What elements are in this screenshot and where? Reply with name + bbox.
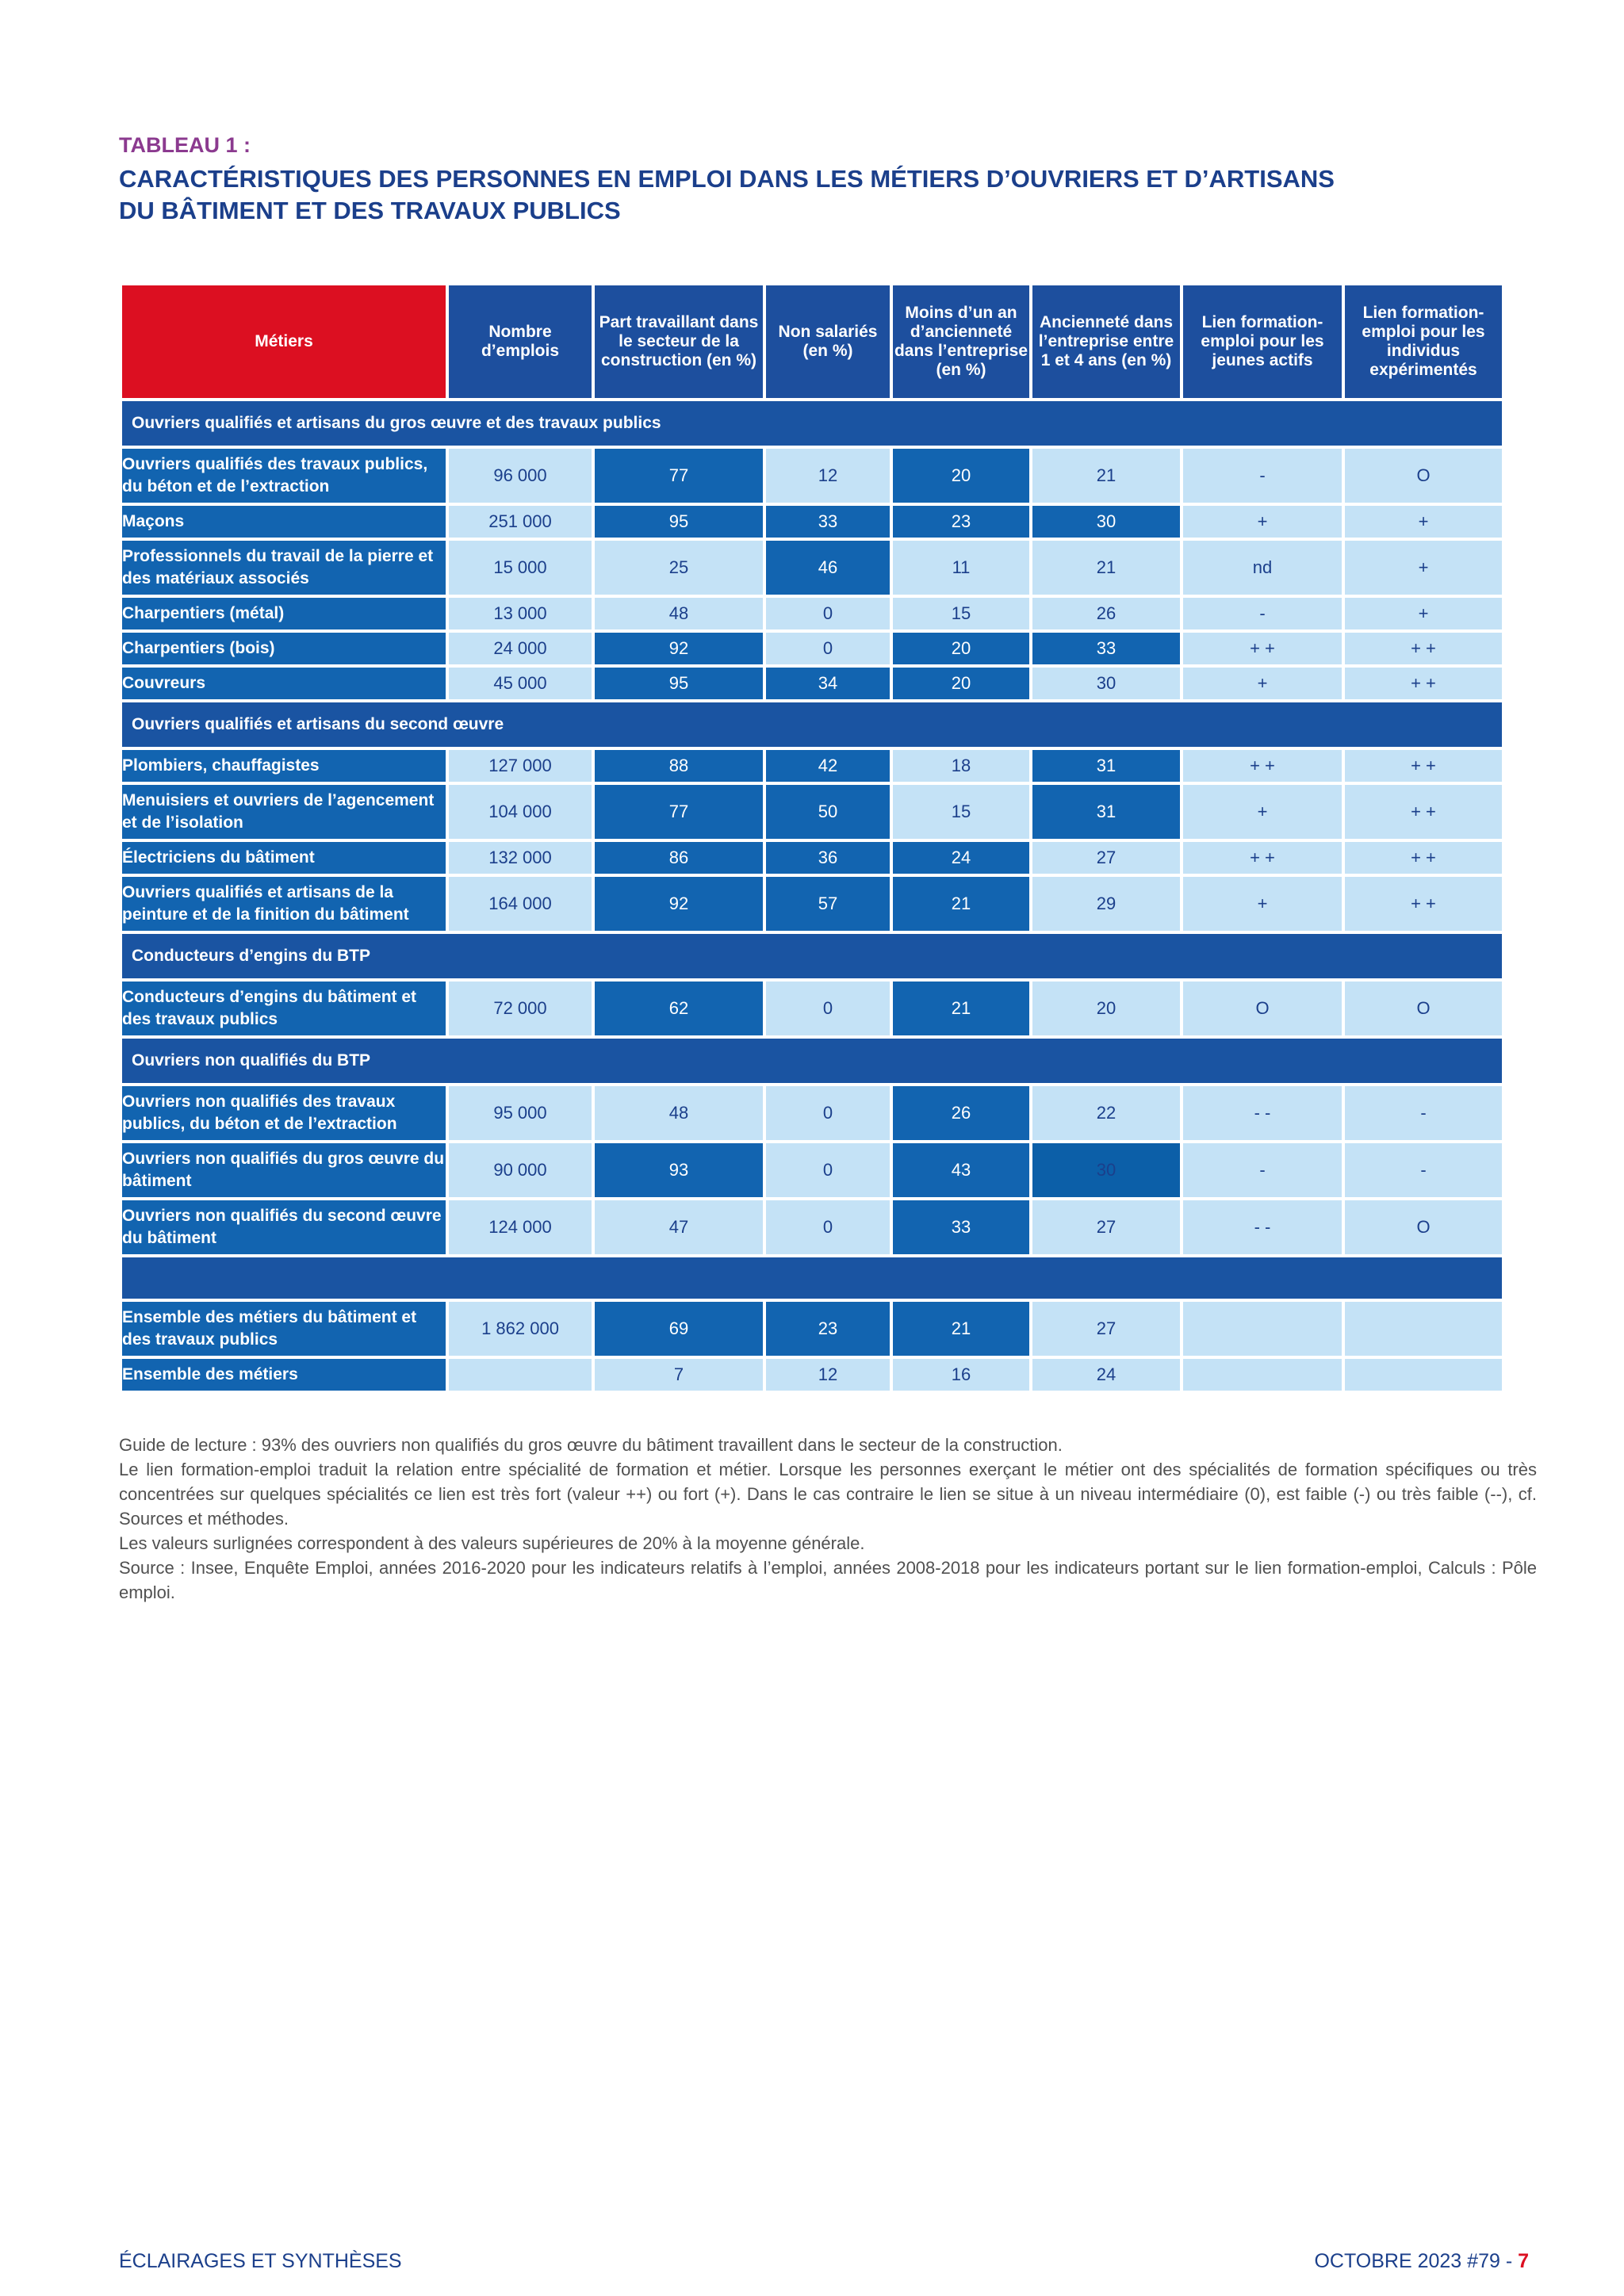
metier-name: Menuisiers et ouvriers de l’agencement et de l’isolation	[122, 785, 446, 839]
table-cell: 42	[766, 750, 890, 782]
table-cell: 0	[766, 982, 890, 1035]
table-cell: 11	[893, 541, 1029, 595]
table-row	[122, 668, 1502, 699]
table-cell: 46	[766, 541, 890, 595]
metier-name: Ensemble des métiers	[122, 1359, 446, 1391]
table-cell: 43	[893, 1143, 1029, 1197]
table-cell: 0	[766, 598, 890, 629]
table-cell: +	[1183, 877, 1342, 931]
table-cell: 27	[1032, 1302, 1180, 1356]
table-cell: + +	[1183, 750, 1342, 782]
table-cell: 1 862 000	[449, 1302, 592, 1356]
table-cell: + +	[1183, 842, 1342, 874]
table-cell: 24	[1032, 1359, 1180, 1391]
table-cell: 21	[1032, 541, 1180, 595]
table-cell: + +	[1345, 842, 1502, 874]
table-row	[122, 1086, 1502, 1140]
table-cell: O	[1345, 1200, 1502, 1254]
table-cell: +	[1183, 785, 1342, 839]
table-cell: O	[1345, 449, 1502, 503]
section-label	[122, 1257, 1502, 1299]
table-cell: 88	[595, 750, 763, 782]
table-cell: +	[1183, 506, 1342, 538]
title-line-2: DU BÂTIMENT ET DES TRAVAUX PUBLICS	[119, 197, 621, 224]
metier-name: Électriciens du bâtiment	[122, 842, 446, 874]
table-cell: 15 000	[449, 541, 592, 595]
section-row	[122, 934, 1502, 978]
table-cell: 23	[766, 1302, 890, 1356]
table-cell	[1345, 1359, 1502, 1391]
table-cell: 77	[595, 449, 763, 503]
section-label: Ouvriers qualifiés et artisans du gros œuvre et des travaux publics	[122, 401, 1502, 446]
table-cell: -	[1183, 1143, 1342, 1197]
footer-issue	[1314, 2250, 1529, 2273]
metier-name: Ouvriers non qualifiés des travaux publics, du béton et de l’extraction	[122, 1086, 446, 1140]
metier-name: Charpentiers (métal)	[122, 598, 446, 629]
table-cell: - -	[1183, 1200, 1342, 1254]
metier-name: Couvreurs	[122, 668, 446, 699]
title-line-1: CARACTÉRISTIQUES DES PERSONNES EN EMPLOI DANS LES MÉTIERS D’OUVRIERS ET D’ARTISANS	[119, 165, 1335, 193]
table-cell: 132 000	[449, 842, 592, 874]
table-cell: 7	[595, 1359, 763, 1391]
table-cell: 26	[1032, 598, 1180, 629]
column-header-nombre-emplois: Nombre d’emplois	[449, 285, 592, 398]
table-cell: 47	[595, 1200, 763, 1254]
table-cell: 93	[595, 1143, 763, 1197]
table-cell: 12	[766, 449, 890, 503]
table-label: TABLEAU 1 :	[119, 133, 251, 157]
column-header-moins-un-an: Moins d’un an d’ancienneté dans l’entreprise (en %)	[893, 285, 1029, 398]
table-cell: 20	[1032, 982, 1180, 1035]
table-cell: 21	[1032, 449, 1180, 503]
table-cell: 13 000	[449, 598, 592, 629]
table-row	[122, 1200, 1502, 1254]
table-cell: 104 000	[449, 785, 592, 839]
table-cell: - -	[1183, 1086, 1342, 1140]
table-cell: 36	[766, 842, 890, 874]
table-cell: 57	[766, 877, 890, 931]
table-cell: 0	[766, 1086, 890, 1140]
section-row	[122, 702, 1502, 747]
metier-name: Ouvriers qualifiés et artisans de la peinture et de la finition du bâtiment	[122, 877, 446, 931]
table-cell: 20	[893, 668, 1029, 699]
table-cell: 25	[595, 541, 763, 595]
table-cell: +	[1345, 541, 1502, 595]
metier-name: Ouvriers non qualifiés du gros œuvre du bâtiment	[122, 1143, 446, 1197]
table-row	[122, 1143, 1502, 1197]
metier-name: Conducteurs d’engins du bâtiment et des travaux publics	[122, 982, 446, 1035]
table-cell: 23	[893, 506, 1029, 538]
table-cell: 33	[893, 1200, 1029, 1254]
metier-name: Plombiers, chauffagistes	[122, 750, 446, 782]
table-row	[122, 982, 1502, 1035]
table-cell: 29	[1032, 877, 1180, 931]
note-source: Source : Insee, Enquête Emploi, années 2016-2020 pour les indicateurs relatifs à l’emploi, années 2008-2018 pour les indicateurs portant sur le lien formation-emploi, Calculs : Pôle emploi.	[119, 1558, 1537, 1602]
table-cell: + +	[1345, 785, 1502, 839]
table-cell: + +	[1345, 877, 1502, 931]
footer-publication: ÉCLAIRAGES ET SYNTHÈSES	[119, 2250, 402, 2272]
table-cell: 127 000	[449, 750, 592, 782]
table-cell: + +	[1345, 633, 1502, 664]
note-highlight: Les valeurs surlignées correspondent à des valeurs supérieures de 20% à la moyenne générale.	[119, 1533, 865, 1553]
section-label: Ouvriers non qualifiés du BTP	[122, 1039, 1502, 1083]
table-cell: 164 000	[449, 877, 592, 931]
table-cell: nd	[1183, 541, 1342, 595]
table-cell: 33	[1032, 633, 1180, 664]
section-row	[122, 1039, 1502, 1083]
table-cell: + +	[1345, 750, 1502, 782]
metier-name: Ouvriers qualifiés des travaux publics, du béton et de l’extraction	[122, 449, 446, 503]
note-reading-guide: Guide de lecture : 93% des ouvriers non qualifiés du gros œuvre du bâtiment travaillent dans le secteur de la construction.	[119, 1435, 1063, 1455]
table-cell: + +	[1183, 633, 1342, 664]
table-cell: 34	[766, 668, 890, 699]
table-cell: 12	[766, 1359, 890, 1391]
section-row	[122, 401, 1502, 446]
table-cell: 30	[1032, 668, 1180, 699]
table-cell	[449, 1359, 592, 1391]
table-cell: -	[1183, 449, 1342, 503]
section-row	[122, 1257, 1502, 1299]
table-row	[122, 1359, 1502, 1391]
table-cell: 251 000	[449, 506, 592, 538]
table-cell: 21	[893, 1302, 1029, 1356]
table-cell: 92	[595, 877, 763, 931]
page-title	[119, 163, 1388, 227]
table-cell: 24	[893, 842, 1029, 874]
column-header-lien-jeunes: Lien formation-emploi pour les jeunes actifs	[1183, 285, 1342, 398]
table-cell: 31	[1032, 785, 1180, 839]
table-cell: 30	[1032, 1143, 1180, 1197]
table-cell: 26	[893, 1086, 1029, 1140]
metier-name: Ouvriers non qualifiés du second œuvre du bâtiment	[122, 1200, 446, 1254]
table-cell: 21	[893, 877, 1029, 931]
table-cell: + +	[1345, 668, 1502, 699]
metier-name: Maçons	[122, 506, 446, 538]
column-header-part-construction: Part travaillant dans le secteur de la construction (en %)	[595, 285, 763, 398]
table-cell: 16	[893, 1359, 1029, 1391]
table-cell: 48	[595, 1086, 763, 1140]
table-row	[122, 842, 1502, 874]
table-cell	[1345, 1302, 1502, 1356]
page-number: 7	[1518, 2250, 1529, 2272]
table-cell: 15	[893, 598, 1029, 629]
note-lien-formation: Le lien formation-emploi traduit la relation entre spécialité de formation et métier. Lorsque les personnes exerçant le métier ont des spécialités de formation spécifiques ou très concentrées sur quelques spécialités ce lien est très fort (valeur ++) ou fort (+). Dans le cas contraire le lien se situe à un niveau intermédiaire (0), est faible (-) ou très faible (--), cf. Sources et méthodes.	[119, 1460, 1537, 1529]
table-cell	[1183, 1359, 1342, 1391]
table-row	[122, 506, 1502, 538]
table-cell: +	[1345, 598, 1502, 629]
table-cell: 95 000	[449, 1086, 592, 1140]
section-label: Ouvriers qualifiés et artisans du second œuvre	[122, 702, 1502, 747]
table-row	[122, 1302, 1502, 1356]
table-row	[122, 877, 1502, 931]
table-row	[122, 541, 1502, 595]
table-cell: 21	[893, 982, 1029, 1035]
table-cell: O	[1345, 982, 1502, 1035]
table-cell: 0	[766, 1200, 890, 1254]
metier-name: Charpentiers (bois)	[122, 633, 446, 664]
table-cell: 27	[1032, 1200, 1180, 1254]
table-cell: 90 000	[449, 1143, 592, 1197]
metier-name: Ensemble des métiers du bâtiment et des travaux publics	[122, 1302, 446, 1356]
table-cell: 22	[1032, 1086, 1180, 1140]
table-cell: 124 000	[449, 1200, 592, 1254]
table-row	[122, 633, 1502, 664]
table-cell: +	[1345, 506, 1502, 538]
table-row	[122, 785, 1502, 839]
table-cell: -	[1345, 1143, 1502, 1197]
table-cell: 69	[595, 1302, 763, 1356]
table-cell: -	[1183, 598, 1342, 629]
table-cell: 0	[766, 1143, 890, 1197]
table-cell: 18	[893, 750, 1029, 782]
table-cell: 95	[595, 668, 763, 699]
column-header-non-salaries: Non salariés (en %)	[766, 285, 890, 398]
table-cell: 31	[1032, 750, 1180, 782]
table-cell: 45 000	[449, 668, 592, 699]
table-cell: 27	[1032, 842, 1180, 874]
table-cell: 15	[893, 785, 1029, 839]
table-cell: 62	[595, 982, 763, 1035]
table-row	[122, 598, 1502, 629]
table-cell: -	[1345, 1086, 1502, 1140]
column-header-metiers: Métiers	[122, 285, 446, 398]
table-cell: 20	[893, 449, 1029, 503]
column-header-lien-experimentes: Lien formation-emploi pour les individus expérimentés	[1345, 285, 1502, 398]
table-cell: 95	[595, 506, 763, 538]
notes	[119, 1433, 1537, 1605]
table-cell: 86	[595, 842, 763, 874]
table-cell: O	[1183, 982, 1342, 1035]
table-cell: 77	[595, 785, 763, 839]
table-cell: +	[1183, 668, 1342, 699]
footer-issue-text: OCTOBRE 2023 #79 -	[1314, 2250, 1519, 2272]
column-header-anciennete-1-4: Ancienneté dans l’entreprise entre 1 et 4 ans (en %)	[1032, 285, 1180, 398]
characteristics-table	[119, 282, 1505, 1394]
table-cell: 20	[893, 633, 1029, 664]
table-cell: 0	[766, 633, 890, 664]
metier-name: Professionnels du travail de la pierre et des matériaux associés	[122, 541, 446, 595]
table-cell: 30	[1032, 506, 1180, 538]
table-cell: 92	[595, 633, 763, 664]
section-label: Conducteurs d’engins du BTP	[122, 934, 1502, 978]
table-cell: 96 000	[449, 449, 592, 503]
table-row	[122, 449, 1502, 503]
table-cell: 24 000	[449, 633, 592, 664]
table-cell: 72 000	[449, 982, 592, 1035]
table-cell	[1183, 1302, 1342, 1356]
table-row	[122, 750, 1502, 782]
table-body	[122, 401, 1502, 1391]
table-cell: 33	[766, 506, 890, 538]
table-cell: 48	[595, 598, 763, 629]
table-cell: 50	[766, 785, 890, 839]
